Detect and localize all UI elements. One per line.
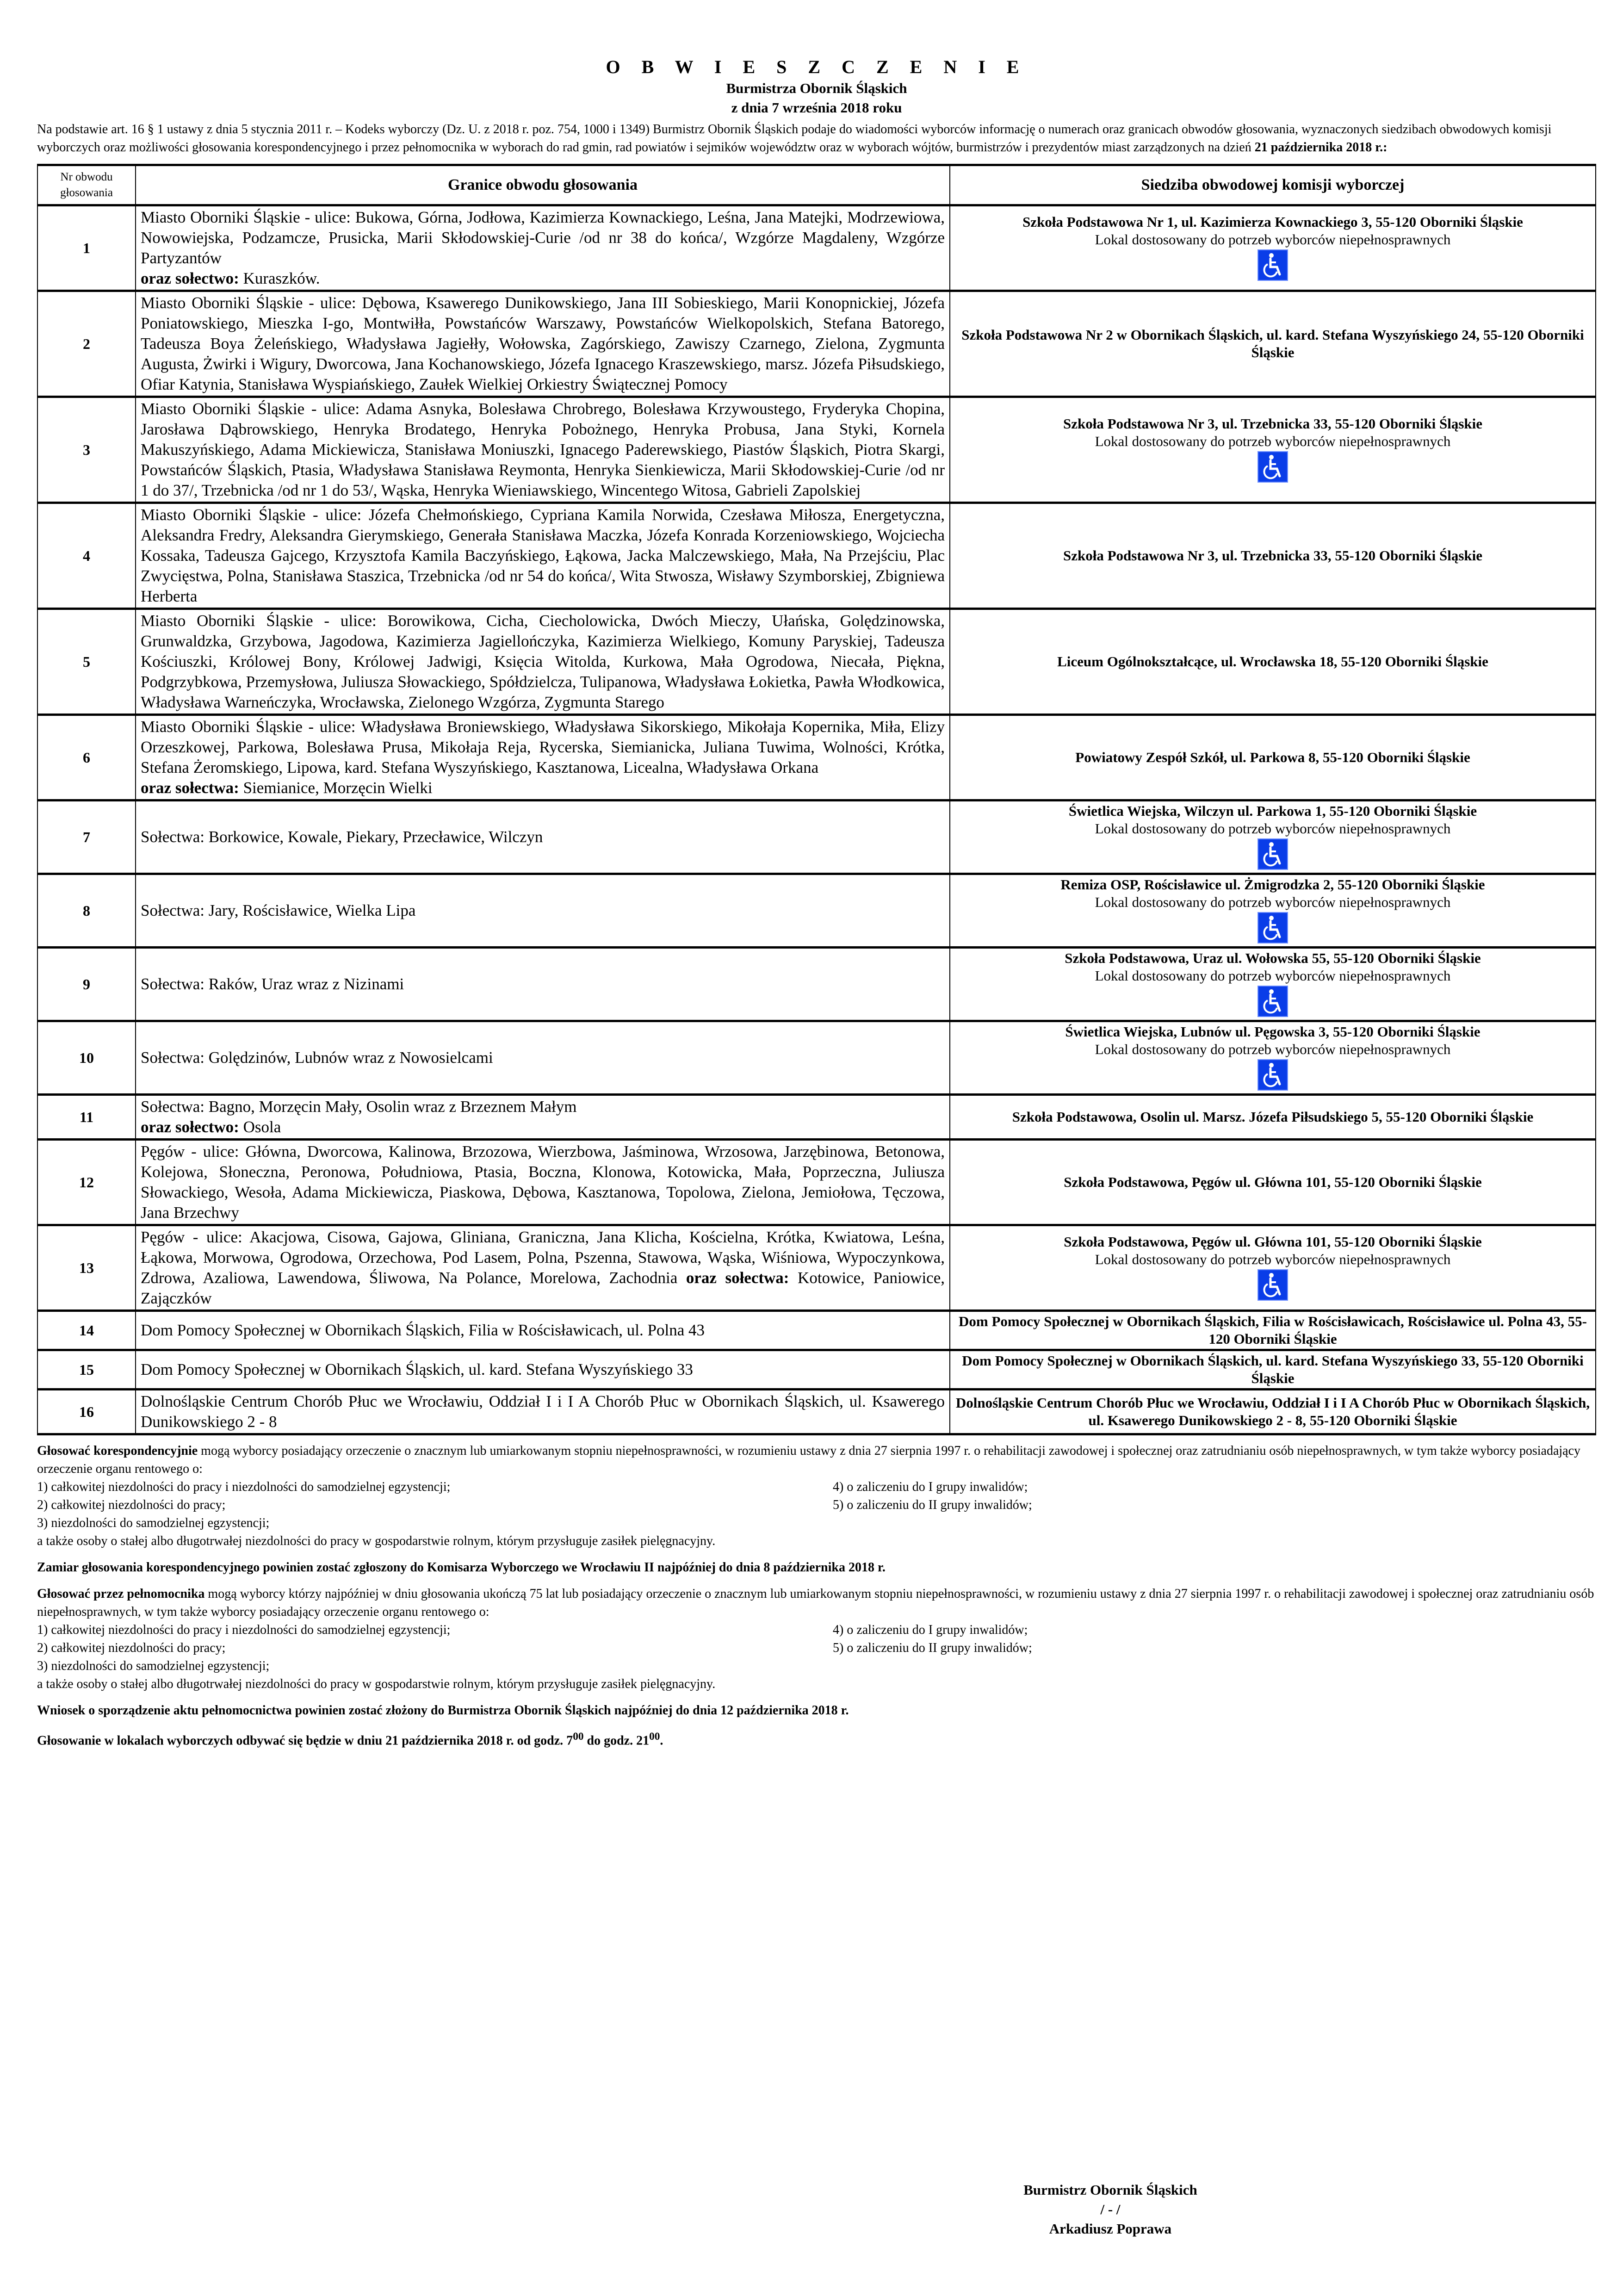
boundary-text: Sołectwa: Borkowice, Kowale, Piekary, Przecławice, Wilczyn <box>141 828 543 846</box>
boundary-sołectwo-value: Osola <box>239 1118 281 1136</box>
circuit-number: 11 <box>37 1095 136 1140</box>
proxy-condition-4: 4) o zaliczeniu do I grupy inwalidów; <box>833 1623 1028 1637</box>
commission-seat <box>950 1021 1596 1095</box>
table-row <box>37 1390 1596 1434</box>
table-row <box>37 205 1596 291</box>
seat-name: Szkoła Podstawowa Nr 3, ul. Trzebnicka 33, 55-120 Oborniki Śląskie <box>1063 416 1482 432</box>
circuit-number: 12 <box>37 1140 136 1225</box>
boundary-text: Dom Pomocy Społecznej w Obornikach Śląskich, Filia w Rościsławicach, ul. Polna 43 <box>141 1321 705 1339</box>
boundary-sołectwo-value: Kuraszków. <box>239 269 320 287</box>
postal-condition-3: 3) niezdolności do samodzielnej egzystencji; <box>37 1516 270 1530</box>
commission-seat <box>950 1095 1596 1140</box>
circuit-number: 16 <box>37 1390 136 1434</box>
circuit-number: 8 <box>37 874 136 948</box>
accessibility-note: Lokal dostosowany do potrzeb wyborców niepełnosprawnych <box>1095 968 1451 984</box>
boundary-text: Miasto Oborniki Śląskie - ulice: Władysława Broniewskiego, Władysława Sikorskiego, Mikołaja Kopernika, Miła, Elizy Orzeszkowej, Parkowa, Bolesława Prusa, Mikołaja Reja, Rycerska, Siemianicka, Juliana Tuwima, Wolności, Krótka, Stefana Żeromskiego, Lipowa, kard. Stefana Wyszyńskiego, Kasztanowa, Licealna, Władysława Orkana <box>141 718 945 776</box>
commission-seat <box>950 1225 1596 1311</box>
circuit-boundaries <box>136 800 950 874</box>
table-row <box>37 397 1596 503</box>
announcement-page <box>37 0 1596 1750</box>
voting-hours-start-minutes: 00 <box>573 1731 584 1743</box>
boundary-text: Miasto Oborniki Śląskie - ulice: Józefa Chełmońskiego, Cypriana Kamila Norwida, Czesława Miłosza, Energetyczna, Aleksandra Fredry, Aleksandra Gierymskiego, Generała Stanisława Maczka, Józefa Konrada Korzeniowskiego, Wojciecha Kossaka, Tadeusza Gajcego, Krzysztofa Kamila Baczyńskiego, Łąkowa, Jacka Malczewskiego, Mała, Na Przejściu, Plac Zwycięstwa, Polna, Stanisława Staszica, Trzebnicka /od nr 54 do końca/, Wita Stwosza, Wisławy Szymborskiej, Zbigniewa Herberta <box>141 506 945 605</box>
table-header-row <box>37 165 1596 205</box>
postal-condition-2: 2) całkowitej niezdolności do pracy; <box>37 1498 226 1512</box>
table-row <box>37 800 1596 874</box>
intro-paragraph <box>37 120 1596 156</box>
wheelchair-accessible-icon <box>1258 1059 1288 1091</box>
seat-name: Szkoła Podstawowa, Pęgów ul. Główna 101, 55-120 Oborniki Śląskie <box>1064 1234 1482 1250</box>
table-row <box>37 1311 1596 1350</box>
proxy-voting-text: mogą wyborcy którzy najpóźniej w dniu głosowania ukończą 75 lat lub posiadający orzeczenie o znacznym lub umiarkowanym stopniu niepełnosprawności, w rozumieniu ustawy z dnia 27 sierpnia 1997 r. o rehabilitacji zawodowej i społecznej oraz zatrudnianiu osób niepełnosprawnych, w tym także wyborcy posiadający orzeczenie organu rentowego o: <box>37 1587 1594 1619</box>
commission-seat <box>950 715 1596 800</box>
proxy-conditions <box>37 1621 1596 1675</box>
boundary-text: Sołectwa: Golędzinów, Lubnów wraz z Nowosielcami <box>141 1049 493 1067</box>
circuit-boundaries <box>136 1311 950 1350</box>
postal-deadline: Zamiar głosowania korespondencyjnego powinien zostać zgłoszony do Komisarza Wyborczego we Wrocławiu II najpóźniej do dnia 8 października 2018 r. <box>37 1560 886 1575</box>
circuit-boundaries <box>136 1390 950 1434</box>
intro-text: Na podstawie art. 16 § 1 ustawy z dnia 5 stycznia 2011 r. – Kodeks wyborczy (Dz. U. z 2018 r. poz. 754, 1000 i 1349) Burmistrz Obornik Śląskich podaje do wiadomości wyborców informację o numerach oraz granicach obwodów głosowania, wyznaczonych siedzibach obwodowych komisji wyborczych oraz możliwości głosowania korespondencyjnego i przez pełnomocnika w wyborach do rad gmin, rad powiatów i sejmików województw oraz w wyborach wójtów, burmistrzów i prezydentów miast zarządzonych na dzień <box>37 122 1552 155</box>
wheelchair-accessible-icon <box>1258 249 1288 281</box>
circuit-boundaries <box>136 503 950 609</box>
wheelchair-accessible-icon <box>1258 838 1288 870</box>
seat-name: Szkoła Podstawowa, Pęgów ul. Główna 101, 55-120 Oborniki Śląskie <box>1064 1174 1482 1190</box>
table-row <box>37 609 1596 715</box>
boundary-text: Dolnośląskie Centrum Chorób Płuc we Wrocławiu, Oddział I i I A Chorób Płuc w Obornikach Śląskich, ul. Ksawerego Dunikowskiego 2 - 8 <box>141 1392 945 1431</box>
seat-name: Szkoła Podstawowa Nr 2 w Obornikach Śląskich, ul. kard. Stefana Wyszyńskiego 24, 55-120 Oborniki Śląskie <box>961 327 1584 360</box>
circuit-number: 5 <box>37 609 136 715</box>
proxy-deadline: Wniosek o sporządzenie aktu pełnomocnictwa powinien zostać złożony do Burmistrza Obornik Śląskich najpóźniej do dnia 12 października 2018 r. <box>37 1703 849 1718</box>
postal-voting-lead: Głosować korespondencyjnie <box>37 1444 198 1458</box>
circuit-boundaries <box>136 609 950 715</box>
circuit-number: 7 <box>37 800 136 874</box>
signature-title: Burmistrz Obornik Śląskich <box>1023 2182 1197 2198</box>
column-header-seat: Siedziba obwodowej komisji wyborczej <box>950 165 1596 205</box>
circuit-boundaries <box>136 1225 950 1311</box>
circuit-boundaries <box>136 948 950 1021</box>
proxy-condition-3: 3) niezdolności do samodzielnej egzystencji; <box>37 1659 270 1673</box>
circuit-number: 9 <box>37 948 136 1021</box>
commission-seat <box>950 1350 1596 1390</box>
seat-name: Świetlica Wiejska, Lubnów ul. Pęgowska 3, 55-120 Oborniki Śląskie <box>1065 1024 1481 1040</box>
seat-name: Szkoła Podstawowa Nr 3, ul. Trzebnicka 33, 55-120 Oborniki Śląskie <box>1063 547 1482 564</box>
issuer: Burmistrza Obornik Śląskich <box>726 80 907 96</box>
commission-seat <box>950 503 1596 609</box>
circuit-number: 15 <box>37 1350 136 1390</box>
boundary-text: Sołectwa: Jary, Rościsławice, Wielka Lipa <box>141 901 416 919</box>
column-header-number: Nr obwodu głosowania <box>37 165 136 205</box>
circuit-number: 2 <box>37 291 136 397</box>
circuit-number: 13 <box>37 1225 136 1311</box>
seat-name: Powiatowy Zespół Szkół, ul. Parkowa 8, 55-120 Oborniki Śląskie <box>1075 749 1470 765</box>
boundary-text: Miasto Oborniki Śląskie - ulice: Borowikowa, Cicha, Ciecholowicka, Dwóch Mieczy, Ułańska, Golędzinowska, Grunwaldzka, Grzybowa, Jagodowa, Kazimierza Jagiellończyka, Kazimierza Wielkiego, Komuny Paryskiej, Tadeusza Kościuszki, Królowej Bony, Królowej Jadwigi, Księcia Witolda, Kurkowa, Mała Ogrodowa, Niecała, Piękna, Podgrzybkowa, Przemysłowa, Juliusza Słowackiego, Spółdzielcza, Tulipanowa, Władysława Łokietka, Pawła Włodkowica, Władysława Warneńczyka, Wrocławska, Zielonego Wzgórza, Zygmunta Starego <box>141 612 945 711</box>
table-row <box>37 874 1596 948</box>
circuit-boundaries <box>136 1140 950 1225</box>
commission-seat <box>950 609 1596 715</box>
seat-name: Dom Pomocy Społecznej w Obornikach Śląskich, ul. kard. Stefana Wyszyńskiego 33, 55-120 Oborniki Śląskie <box>962 1353 1584 1386</box>
commission-seat <box>950 205 1596 291</box>
proxy-voting-paragraph <box>37 1585 1596 1621</box>
circuit-boundaries <box>136 291 950 397</box>
footer-notes <box>37 1442 1596 1750</box>
commission-seat <box>950 1311 1596 1350</box>
voting-hours-mid: do godz. 21 <box>583 1733 650 1748</box>
voting-hours-end-minutes: 00 <box>649 1731 660 1743</box>
boundary-sołectwo-label: oraz sołectwo: <box>141 269 239 287</box>
boundary-text: Miasto Oborniki Śląskie - ulice: Dębowa, Ksawerego Dunikowskiego, Jana III Sobieskiego, Marii Konopnickiej, Józefa Poniatowskiego, Mieszka I-go, Montwiłła, Powstańców Warszawy, Powstańców Wielkopolskich, Stefana Batorego, Tadeusza Boya Żeleńskiego, Władysława Jagiełły, Wołowska, Zagórskiego, Zawiszy Czarnego, Zielona, Zygmunta Augusta, Żwirki i Wigury, Dworcowa, Jana Kochanowskiego, Józefa Ignacego Kraszewskiego, marsz. Józefa Piłsudskiego, Ofiar Katynia, Stanisława Wyspiańskiego, Zaułek Wielkiej Orkiestry Świątecznej Pomocy <box>141 294 945 393</box>
signature-mark: / - / <box>1100 2201 1121 2217</box>
seat-name: Szkoła Podstawowa, Uraz ul. Wołowska 55, 55-120 Oborniki Śląskie <box>1065 950 1481 966</box>
proxy-voting-lead: Głosować przez pełnomocnika <box>37 1587 205 1601</box>
postal-condition-5: 5) o zaliczeniu do II grupy inwalidów; <box>833 1498 1032 1512</box>
accessibility-note: Lokal dostosowany do potrzeb wyborców niepełnosprawnych <box>1095 231 1451 248</box>
wheelchair-accessible-icon <box>1258 986 1288 1017</box>
table-row <box>37 948 1596 1021</box>
voting-circuits-table <box>37 164 1596 1435</box>
voting-hours-suffix: . <box>660 1733 663 1748</box>
circuit-boundaries <box>136 205 950 291</box>
table-row <box>37 1140 1596 1225</box>
wheelchair-accessible-icon <box>1258 912 1288 943</box>
circuit-number: 14 <box>37 1311 136 1350</box>
commission-seat <box>950 874 1596 948</box>
commission-seat <box>950 1140 1596 1225</box>
column-header-boundaries: Granice obwodu głosowania <box>136 165 950 205</box>
postal-closing: a także osoby o stałej albo długotrwałej niezdolności do pracy w gospodarstwie rolnym, którym przysługuje zasiłek pielęgnacyjny. <box>37 1534 716 1548</box>
table-row <box>37 1225 1596 1311</box>
circuit-number: 10 <box>37 1021 136 1095</box>
voting-hours-text: Głosowanie w lokalach wyborczych odbywać się będzie w dniu 21 października 2018 r. od godz. 7 <box>37 1733 573 1748</box>
election-date: 21 października 2018 r.: <box>1254 140 1388 155</box>
voting-hours <box>37 1728 1596 1750</box>
table-row <box>37 1350 1596 1390</box>
accessibility-note: Lokal dostosowany do potrzeb wyborców niepełnosprawnych <box>1095 1041 1451 1057</box>
proxy-condition-1: 1) całkowitej niezdolności do pracy i niezdolności do samodzielnej egzystencji; <box>37 1623 451 1637</box>
boundary-text: Pęgów - ulice: Główna, Dworcowa, Kalinowa, Brzozowa, Wierzbowa, Jaśminowa, Wrzosowa, Jarzębinowa, Betonowa, Kolejowa, Słoneczna, Peronowa, Południowa, Ptasia, Boczna, Klonowa, Kotowicka, Mała, Poprzeczna, Juliusza Słowackiego, Wesoła, Adama Mickiewicza, Piaskowa, Dębowa, Kasztanowa, Topolowa, Zielona, Jemiołowa, Tęczowa, Jana Brzechwy <box>141 1142 945 1222</box>
circuit-number: 6 <box>37 715 136 800</box>
table-row <box>37 1021 1596 1095</box>
table-body <box>37 205 1596 1434</box>
table-row <box>37 1095 1596 1140</box>
commission-seat <box>950 948 1596 1021</box>
proxy-condition-5: 5) o zaliczeniu do II grupy inwalidów; <box>833 1641 1032 1655</box>
postal-condition-1: 1) całkowitej niezdolności do pracy i niezdolności do samodzielnej egzystencji; <box>37 1480 451 1494</box>
seat-name: Świetlica Wiejska, Wilczyn ul. Parkowa 1, 55-120 Oborniki Śląskie <box>1068 803 1477 819</box>
circuit-boundaries <box>136 715 950 800</box>
wheelchair-accessible-icon <box>1258 451 1288 483</box>
seat-name: Remiza OSP, Rościsławice ul. Żmigrodzka 2, 55-120 Oborniki Śląskie <box>1060 876 1485 893</box>
postal-voting-paragraph <box>37 1442 1596 1478</box>
circuit-boundaries <box>136 1350 950 1390</box>
seat-name: Dolnośląskie Centrum Chorób Płuc we Wrocławiu, Oddział I i I A Chorób Płuc w Obornikach Śląskich, ul. Ksawerego Dunikowskiego 2 - 8, 55-120 Oborniki Śląskie <box>955 1395 1590 1428</box>
boundary-text: Dom Pomocy Społecznej w Obornikach Śląskich, ul. kard. Stefana Wyszyńskiego 33 <box>141 1360 693 1378</box>
boundary-text: Pęgów - ulice: Akacjowa, Cisowa, Gajowa, Gliniana, Graniczna, Jana Klicha, Kościelna, Krótka, Kwiatowa, Leśna, Łąkowa, Morwowa, Ogrodowa, Orzechowa, Pod Lasem, Polna, Pszenna, Stawowa, Wąska, Wiśniowa, Wypoczynkowa, Zdrowa, Azaliowa, Lawendowa, Śliwowa, Na Polance, Morelowa, Zachodnia <box>141 1228 945 1287</box>
table-row <box>37 503 1596 609</box>
commission-seat <box>950 291 1596 397</box>
accessibility-note: Lokal dostosowany do potrzeb wyborców niepełnosprawnych <box>1095 820 1451 837</box>
signature-name: Arkadiusz Poprawa <box>1049 2221 1172 2237</box>
circuit-number: 1 <box>37 205 136 291</box>
accessibility-note: Lokal dostosowany do potrzeb wyborców niepełnosprawnych <box>1095 1251 1451 1267</box>
boundary-text: Miasto Oborniki Śląskie - ulice: Bukowa, Górna, Jodłowa, Kazimierza Kownackiego, Leśna, Jana Matejki, Modrzewiowa, Nowowiejska, Podzamcze, Prusicka, Marii Skłodowskiej-Curie /od nr 38 do końca/, Wzgórze Magdaleny, Wzgórze Partyzantów <box>141 208 945 267</box>
seat-name: Szkoła Podstawowa, Osolin ul. Marsz. Józefa Piłsudskiego 5, 55-120 Oborniki Śląskie <box>1012 1109 1534 1125</box>
circuit-boundaries <box>136 1095 950 1140</box>
boundary-text: Sołectwa: Bagno, Morzęcin Mały, Osolin wraz z Brzeznem Małym <box>141 1098 577 1116</box>
commission-seat <box>950 800 1596 874</box>
proxy-condition-2: 2) całkowitej niezdolności do pracy; <box>37 1641 226 1655</box>
proxy-closing: a także osoby o stałej albo długotrwałej niezdolności do pracy w gospodarstwie rolnym, którym przysługuje zasiłek pielęgnacyjny. <box>37 1677 716 1691</box>
boundary-text: Miasto Oborniki Śląskie - ulice: Adama Asnyka, Bolesława Chrobrego, Bolesława Krzywoustego, Fryderyka Chopina, Jarosława Dąbrowskiego, Henryka Brodatego, Henryka Pobożnego, Henryka Probusa, Jana Styki, Kornela Makuszyńskiego, Adama Mickiewicza, Stanisława Moniuszki, Ignacego Paderewskiego, Piastów Śląskich, Piotra Skargi, Powstańców Śląskich, Ptasia, Władysława Stanisława Reymonta, Henryka Sienkiewicza, Marii Skłodowskiej-Curie /od nr 1 do 37/, Trzebnicka /od nr 1 do 53/, Wąska, Henryka Wieniawskiego, Wincentego Witosa, Gabrieli Zapolskiej <box>141 400 945 499</box>
commission-seat <box>950 1390 1596 1434</box>
accessibility-note: Lokal dostosowany do potrzeb wyborców niepełnosprawnych <box>1095 433 1451 449</box>
postal-conditions <box>37 1478 1596 1532</box>
wheelchair-accessible-icon <box>1258 1269 1288 1301</box>
circuit-boundaries <box>136 1021 950 1095</box>
table-row <box>37 291 1596 397</box>
seat-name: Szkoła Podstawowa Nr 1, ul. Kazimierza Kownackiego 3, 55-120 Oborniki Śląskie <box>1022 214 1523 230</box>
table-row <box>37 715 1596 800</box>
circuit-number: 4 <box>37 503 136 609</box>
circuit-number: 3 <box>37 397 136 503</box>
boundary-sołectwo-value: Kotowice, Paniowice, Zajączków <box>141 1269 945 1307</box>
postal-condition-4: 4) o zaliczeniu do I grupy inwalidów; <box>833 1480 1028 1494</box>
accessibility-note: Lokal dostosowany do potrzeb wyborców niepełnosprawnych <box>1095 894 1451 910</box>
commission-seat <box>950 397 1596 503</box>
boundary-sołectwo-label: oraz sołectwa: <box>686 1269 789 1287</box>
issue-date: z dnia 7 września 2018 roku <box>731 99 902 116</box>
signature-block <box>935 2180 1286 2239</box>
circuit-boundaries <box>136 874 950 948</box>
document-title: O B W I E S Z C Z E N I E <box>606 56 1028 77</box>
boundary-sołectwo-label: oraz sołectwa: <box>141 779 239 797</box>
postal-voting-text: mogą wyborcy posiadający orzeczenie o znacznym lub umiarkowanym stopniu niepełnosprawności, w rozumieniu ustawy z dnia 27 sierpnia 1997 r. o rehabilitacji zawodowej i społecznej oraz zatrudnianiu osób niepełnosprawnych, w tym także wyborcy posiadający orzeczenie organu rentowego o: <box>37 1444 1581 1476</box>
seat-name: Liceum Ogólnokształcące, ul. Wrocławska 18, 55-120 Oborniki Śląskie <box>1057 653 1488 670</box>
circuit-boundaries <box>136 397 950 503</box>
seat-name: Dom Pomocy Społecznej w Obornikach Śląskich, Filia w Rościsławicach, Rościsławice ul. Polna 43, 55-120 Oborniki Śląskie <box>959 1313 1587 1347</box>
boundary-text: Sołectwa: Raków, Uraz wraz z Nizinami <box>141 975 404 993</box>
boundary-sołectwo-label: oraz sołectwo: <box>141 1118 239 1136</box>
boundary-sołectwo-value: Siemianice, Morzęcin Wielki <box>239 779 433 797</box>
